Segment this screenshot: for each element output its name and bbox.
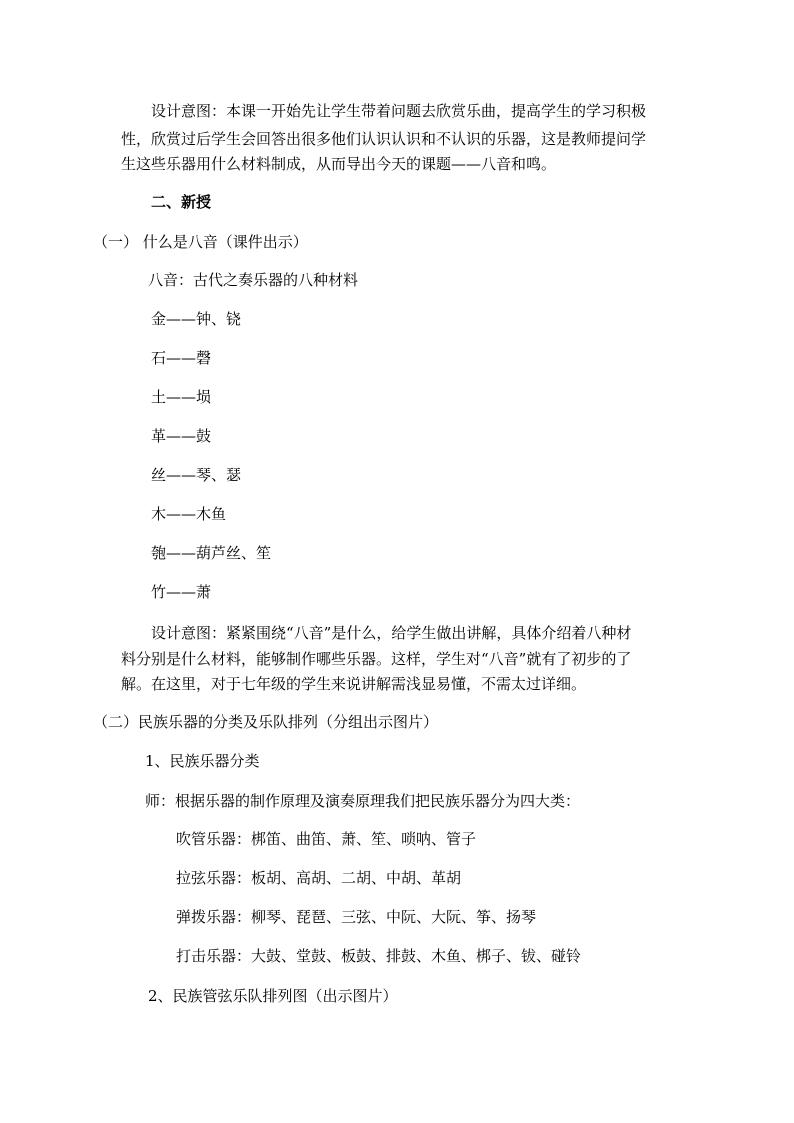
- intro-paragraph-line-3: 生这些乐器用什么材料制成，从而导出今天的课题——八音和鸣。: [121, 155, 557, 173]
- instrument-category: 打击乐器：大鼓、堂鼓、板鼓、排鼓、木鱼、梆子、钹、碰铃: [176, 947, 582, 965]
- material-item: 石——磬: [151, 349, 212, 367]
- instrument-category: 弹拨乐器：柳琴、琵琶、三弦、中阮、大阮、筝、扬琴: [176, 908, 537, 926]
- material-item: 竹——萧: [151, 583, 212, 601]
- instrument-category: 吹管乐器：梆笛、曲笛、萧、笙、唢呐、管子: [176, 830, 477, 848]
- instrument-category: 拉弦乐器：板胡、高胡、二胡、中胡、革胡: [176, 869, 462, 887]
- part2-heading: （二）民族乐器的分类及乐队排列（分组出示图片）: [93, 713, 439, 731]
- intro-paragraph-line-2: 性，欣赏过后学生会回答出很多他们认识认识和不认识的乐器，这是教师提问学: [121, 130, 647, 148]
- sub1-heading: 1、民族乐器分类: [145, 752, 260, 770]
- material-item: 革——鼓: [151, 427, 212, 445]
- teacher-line: 师：根据乐器的制作原理及演奏原理我们把民族乐器分为四大类：: [145, 792, 581, 810]
- material-item: 金——钟、铙: [151, 310, 242, 328]
- material-item: 丝——琴、瑟: [151, 466, 242, 484]
- material-item: 匏——葫芦丝、笙: [151, 544, 272, 562]
- section-heading: 二、新授: [151, 193, 212, 211]
- eight-sounds-definition: 八音：古代之奏乐器的八种材料: [148, 271, 359, 289]
- part1-heading: （一） 什么是八音（课件出示）: [93, 233, 308, 251]
- design-note-line-2: 料分别是什么材料，能够制作哪些乐器。这样，学生对“八音”就有了初步的了: [121, 650, 632, 668]
- intro-paragraph-line-1: 设计意图：本课一开始先让学生带着问题去欣赏乐曲，提高学生的学习积极: [151, 102, 647, 120]
- design-note-line-3: 解。在这里，对于七年级的学生来说讲解需浅显易懂，不需太过详细。: [121, 675, 587, 693]
- sub2-heading: 2、民族管弦乐队排列图（出示图片）: [148, 987, 398, 1005]
- material-item: 木——木鱼: [151, 505, 227, 523]
- material-item: 土——埙: [151, 388, 212, 406]
- design-note-line-1: 设计意图：紧紧围绕“八音”是什么，给学生做出讲解，具体介绍着八种材: [151, 624, 632, 642]
